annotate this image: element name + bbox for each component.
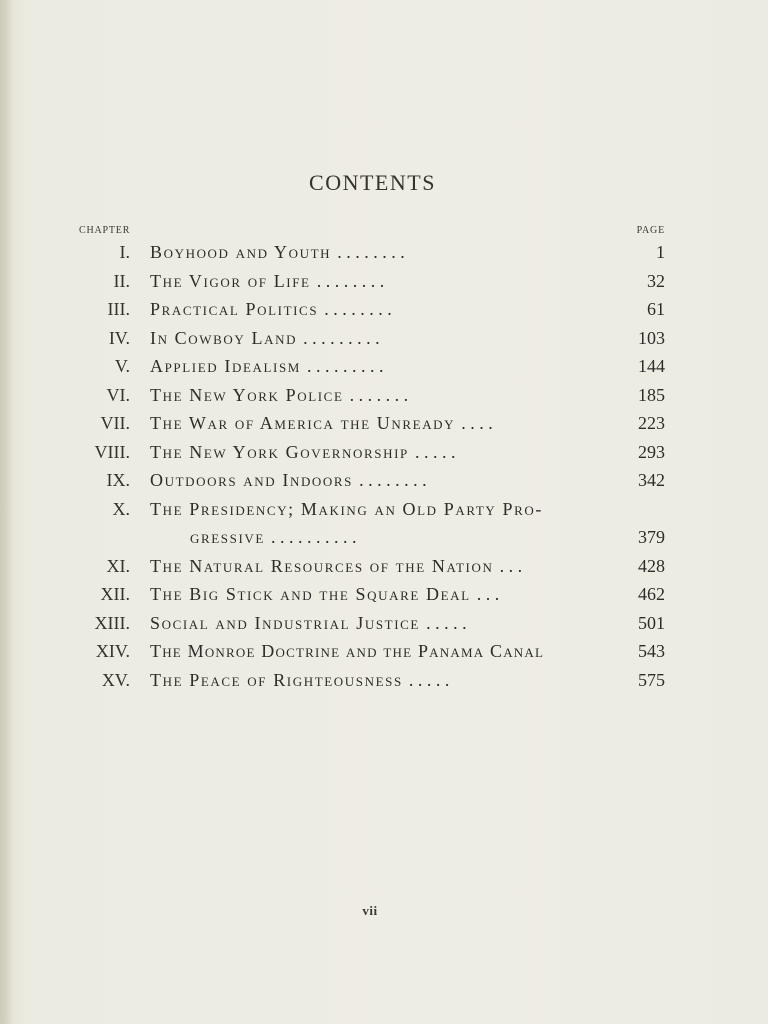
toc-entry bbox=[0, 580, 768, 608]
chapter-numeral: VIII. bbox=[94, 441, 130, 462]
toc-entry bbox=[0, 438, 768, 466]
chapter-numeral: IX. bbox=[106, 470, 130, 490]
toc-entry bbox=[0, 466, 768, 494]
dot-leader: . . . bbox=[476, 584, 500, 604]
dot-leader: . . . . . . . . bbox=[324, 299, 392, 319]
page-number: 144 bbox=[638, 356, 665, 376]
chapter-title: The New York Governorship . . . . . bbox=[150, 441, 456, 462]
page-number: 293 bbox=[638, 441, 665, 462]
toc-entry bbox=[0, 238, 768, 266]
chapter-column-header: CHAPTER bbox=[79, 225, 131, 236]
chapter-numeral: I. bbox=[119, 242, 130, 262]
chapter-numeral: V. bbox=[114, 356, 130, 376]
dot-leader: . . . . . . . . . . bbox=[271, 527, 357, 547]
chapter-title: Applied Idealism . . . . . . . . . bbox=[150, 356, 384, 376]
dot-leader: . . . . . bbox=[426, 612, 467, 633]
chapter-title: The New York Police . . . . . . . bbox=[150, 384, 409, 405]
page-folio: vii bbox=[362, 903, 378, 918]
page-number: 379 bbox=[638, 527, 665, 547]
toc-entry bbox=[0, 637, 768, 665]
toc-entry bbox=[0, 267, 768, 295]
page-number: 543 bbox=[638, 641, 665, 661]
chapter-numeral: XI. bbox=[106, 555, 130, 576]
chapter-numeral: XIV. bbox=[95, 641, 130, 661]
chapter-numeral: II. bbox=[113, 270, 130, 291]
chapter-title: The Big Stick and the Square Deal . . . bbox=[150, 584, 500, 604]
page-number: 428 bbox=[638, 555, 665, 576]
toc-entry bbox=[0, 609, 768, 637]
page-number: 462 bbox=[638, 584, 665, 604]
toc-entry bbox=[0, 324, 768, 352]
dot-leader: . . . . . . . . bbox=[337, 242, 405, 262]
chapter-numeral: XIII. bbox=[94, 612, 130, 633]
chapter-title: Practical Politics . . . . . . . . bbox=[150, 299, 392, 319]
chapter-numeral: III. bbox=[107, 299, 130, 319]
dot-leader: . . . . . . . . bbox=[316, 270, 385, 291]
chapter-title: The Natural Resources of the Nation . . . bbox=[150, 555, 523, 576]
chapter-title: The War of America the Unready . . . . bbox=[150, 413, 493, 433]
chapter-title: The Peace of Righteousness . . . . . bbox=[150, 669, 450, 690]
chapter-numeral: VII. bbox=[100, 413, 130, 433]
page-number: 575 bbox=[638, 669, 665, 690]
toc-entry bbox=[0, 495, 768, 523]
chapter-numeral: IV. bbox=[108, 327, 130, 348]
page-column-header: PAGE bbox=[636, 225, 665, 236]
chapter-title: The Monroe Doctrine and the Panama Canal bbox=[150, 641, 545, 661]
page-title: CONTENTS bbox=[309, 170, 436, 195]
page-number: 61 bbox=[647, 299, 665, 319]
dot-leader: . . . . . bbox=[408, 669, 450, 690]
chapter-title: Social and Industrial Justice . . . . . bbox=[150, 612, 467, 633]
chapter-title: Boyhood and Youth . . . . . . . . bbox=[150, 242, 405, 262]
dot-leader: . . . . . . . bbox=[349, 384, 409, 405]
chapter-numeral: XII. bbox=[100, 584, 130, 604]
toc-entry bbox=[0, 666, 768, 694]
toc-entry bbox=[0, 381, 768, 409]
chapter-title: The Vigor of Life . . . . . . . . bbox=[150, 270, 385, 291]
toc-entry bbox=[0, 409, 768, 437]
chapter-title: Outdoors and Indoors . . . . . . . . bbox=[150, 470, 427, 490]
chapter-numeral: XV. bbox=[101, 669, 130, 690]
dot-leader: . . . . . . . . . bbox=[307, 356, 384, 376]
chapter-numeral: X. bbox=[112, 498, 130, 519]
page-number: 1 bbox=[656, 242, 665, 262]
chapter-title: gressive . . . . . . . . . . bbox=[190, 527, 357, 547]
toc-entry bbox=[0, 352, 768, 380]
page-number: 223 bbox=[638, 413, 665, 433]
toc-entry bbox=[0, 295, 768, 323]
toc-entry-continuation bbox=[0, 523, 768, 551]
chapter-title: In Cowboy Land . . . . . . . . . bbox=[150, 327, 380, 348]
dot-leader: . . . bbox=[499, 555, 523, 576]
dot-leader: . . . . . . . . bbox=[359, 470, 427, 490]
dot-leader: . . . . bbox=[461, 413, 493, 433]
chapter-title: The Presidency; Making an Old Party Pro- bbox=[150, 498, 543, 519]
dot-leader: . . . . . . . . . bbox=[303, 327, 380, 348]
dot-leader: . . . . . bbox=[414, 441, 456, 462]
chapter-numeral: VI. bbox=[106, 384, 130, 405]
page-number: 501 bbox=[638, 612, 665, 633]
toc-entry bbox=[0, 552, 768, 580]
page-number: 103 bbox=[638, 327, 665, 348]
page-number: 342 bbox=[638, 470, 665, 490]
page-number: 185 bbox=[638, 384, 665, 405]
page-number: 32 bbox=[647, 270, 665, 291]
